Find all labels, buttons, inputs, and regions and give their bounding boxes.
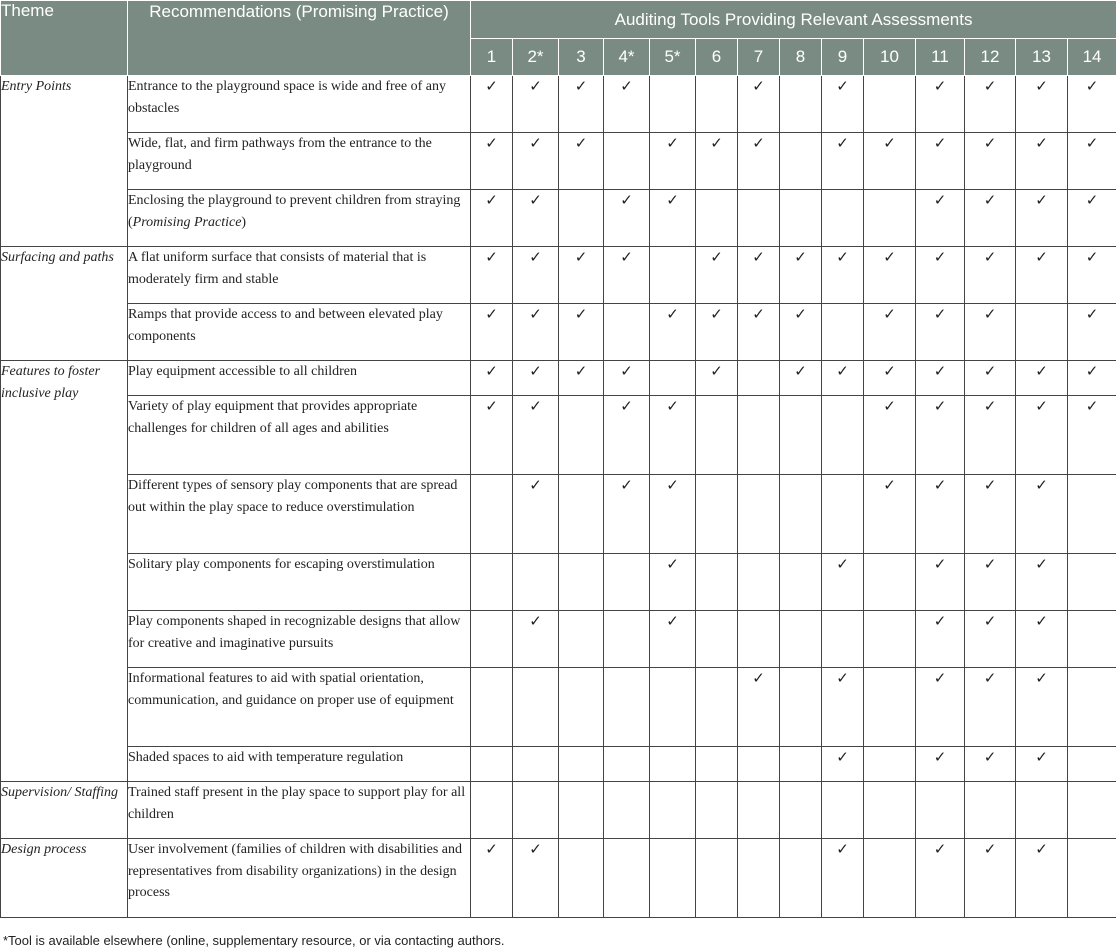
check-mark-cell: ✓ [864, 361, 916, 396]
tool-number-header: 8 [780, 39, 822, 76]
theme-column-header: Theme [1, 1, 128, 76]
check-mark-cell: ✓ [1016, 747, 1068, 782]
theme-cell: Supervision/ Staffing [1, 782, 128, 839]
empty-cell [471, 475, 513, 554]
tool-number-header: 4* [604, 39, 650, 76]
check-mark-cell: ✓ [1068, 190, 1116, 247]
check-mark-cell: ✓ [822, 668, 864, 747]
empty-cell [864, 76, 916, 133]
empty-cell [604, 554, 650, 611]
empty-cell [822, 304, 864, 361]
recommendations-column-header: Recommendations (Promising Practice) [128, 1, 471, 76]
check-mark-cell: ✓ [1068, 396, 1116, 475]
check-mark-cell: ✓ [916, 304, 965, 361]
recommendation-text-end: ) [241, 214, 247, 230]
check-mark-cell: ✓ [1016, 247, 1068, 304]
recommendation-text: Ramps that provide access to and between elevated play components [128, 307, 443, 344]
check-mark-cell: ✓ [780, 247, 822, 304]
empty-cell [471, 747, 513, 782]
check-mark-cell: ✓ [604, 76, 650, 133]
check-mark-cell: ✓ [916, 361, 965, 396]
empty-cell [650, 839, 696, 918]
check-mark-cell: ✓ [471, 396, 513, 475]
empty-cell [559, 782, 604, 839]
empty-cell [780, 839, 822, 918]
check-mark-cell: ✓ [513, 475, 559, 554]
check-mark-cell: ✓ [916, 839, 965, 918]
empty-cell [696, 747, 738, 782]
recommendation-text: Play components shaped in recognizable designs that allow for creative and imaginative pursuits [128, 614, 461, 651]
empty-cell [650, 668, 696, 747]
check-mark-cell: ✓ [822, 361, 864, 396]
check-mark-cell: ✓ [916, 554, 965, 611]
check-mark-cell: ✓ [738, 133, 780, 190]
empty-cell [780, 668, 822, 747]
empty-cell [1068, 475, 1116, 554]
tool-number-header: 10 [864, 39, 916, 76]
empty-cell [604, 611, 650, 668]
check-mark-cell: ✓ [916, 611, 965, 668]
table-row [1, 247, 1116, 304]
empty-cell [471, 668, 513, 747]
empty-cell [864, 668, 916, 747]
check-mark-cell: ✓ [822, 839, 864, 918]
check-mark-cell: ✓ [650, 611, 696, 668]
check-mark-cell: ✓ [822, 133, 864, 190]
empty-cell [696, 475, 738, 554]
table-row [1, 304, 1116, 361]
recommendation-cell [128, 668, 471, 747]
table-row [1, 396, 1116, 475]
recommendation-cell [128, 247, 471, 304]
header-row [1, 1, 1116, 39]
check-mark-cell: ✓ [604, 361, 650, 396]
check-mark-cell: ✓ [916, 247, 965, 304]
empty-cell [696, 782, 738, 839]
empty-cell [604, 133, 650, 190]
theme-cell: Entry Points [1, 76, 128, 247]
check-mark-cell: ✓ [650, 396, 696, 475]
check-mark-cell: ✓ [1016, 475, 1068, 554]
recommendation-text: Entrance to the playground space is wide and free of any obstacles [128, 79, 446, 116]
empty-cell [738, 361, 780, 396]
tool-number-header: 11 [916, 39, 965, 76]
empty-cell [650, 747, 696, 782]
table-row [1, 133, 1116, 190]
check-mark-cell: ✓ [696, 133, 738, 190]
empty-cell [780, 747, 822, 782]
check-mark-cell: ✓ [513, 611, 559, 668]
empty-cell [822, 190, 864, 247]
empty-cell [822, 396, 864, 475]
empty-cell [780, 76, 822, 133]
check-mark-cell: ✓ [738, 247, 780, 304]
check-mark-cell: ✓ [916, 396, 965, 475]
empty-cell [780, 190, 822, 247]
empty-cell [513, 554, 559, 611]
empty-cell [513, 782, 559, 839]
empty-cell [864, 190, 916, 247]
check-mark-cell: ✓ [471, 304, 513, 361]
check-mark-cell: ✓ [916, 668, 965, 747]
empty-cell [864, 747, 916, 782]
check-mark-cell: ✓ [513, 190, 559, 247]
recommendation-cell [128, 133, 471, 190]
empty-cell [650, 361, 696, 396]
check-mark-cell: ✓ [1068, 76, 1116, 133]
empty-cell [559, 475, 604, 554]
check-mark-cell: ✓ [965, 190, 1016, 247]
theme-cell: Surfacing and paths [1, 247, 128, 361]
recommendation-cell [128, 611, 471, 668]
check-mark-cell: ✓ [1016, 133, 1068, 190]
theme-cell: Design process [1, 839, 128, 918]
check-mark-cell: ✓ [965, 611, 1016, 668]
check-mark-cell: ✓ [965, 839, 1016, 918]
check-mark-cell: ✓ [559, 133, 604, 190]
check-mark-cell: ✓ [780, 304, 822, 361]
empty-cell [1068, 554, 1116, 611]
check-mark-cell: ✓ [650, 304, 696, 361]
recommendation-text: Play equipment accessible to all children [128, 364, 357, 379]
check-mark-cell: ✓ [471, 76, 513, 133]
recommendation-cell [128, 475, 471, 554]
footnote: *Tool is available elsewhere (online, supplementary resource, or via contacting authors. [3, 933, 505, 948]
recommendation-italic-text: Promising Practice [132, 214, 242, 230]
empty-cell [559, 839, 604, 918]
check-mark-cell: ✓ [965, 554, 1016, 611]
check-mark-cell: ✓ [1016, 839, 1068, 918]
check-mark-cell: ✓ [864, 247, 916, 304]
empty-cell [559, 554, 604, 611]
empty-cell [696, 668, 738, 747]
recommendation-cell [128, 304, 471, 361]
empty-cell [780, 554, 822, 611]
check-mark-cell: ✓ [1016, 668, 1068, 747]
empty-cell [650, 782, 696, 839]
empty-cell [559, 611, 604, 668]
check-mark-cell: ✓ [1016, 611, 1068, 668]
check-mark-cell: ✓ [513, 839, 559, 918]
check-mark-cell: ✓ [513, 361, 559, 396]
empty-cell [780, 133, 822, 190]
check-mark-cell: ✓ [822, 554, 864, 611]
table-row [1, 554, 1116, 611]
check-mark-cell: ✓ [471, 133, 513, 190]
table-row [1, 611, 1116, 668]
check-mark-cell: ✓ [965, 361, 1016, 396]
tool-number-header: 6 [696, 39, 738, 76]
check-mark-cell: ✓ [1016, 190, 1068, 247]
tool-number-header: 5* [650, 39, 696, 76]
recommendation-cell [128, 747, 471, 782]
check-mark-cell: ✓ [696, 361, 738, 396]
check-mark-cell: ✓ [559, 304, 604, 361]
tool-number-header: 2* [513, 39, 559, 76]
empty-cell [1016, 304, 1068, 361]
empty-cell [822, 782, 864, 839]
check-mark-cell: ✓ [513, 76, 559, 133]
empty-cell [864, 611, 916, 668]
check-mark-cell: ✓ [965, 747, 1016, 782]
empty-cell [1068, 611, 1116, 668]
check-mark-cell: ✓ [1016, 396, 1068, 475]
recommendation-text: Solitary play components for escaping overstimulation [128, 557, 435, 572]
empty-cell [822, 475, 864, 554]
table-row [1, 76, 1116, 133]
check-mark-cell: ✓ [916, 475, 965, 554]
empty-cell [780, 475, 822, 554]
recommendation-cell [128, 361, 471, 396]
empty-cell [738, 475, 780, 554]
empty-cell [965, 782, 1016, 839]
empty-cell [471, 611, 513, 668]
check-mark-cell: ✓ [864, 304, 916, 361]
recommendation-text: Variety of play equipment that provides appropriate challenges for children of all ages and abilities [128, 399, 418, 436]
empty-cell [864, 839, 916, 918]
check-mark-cell: ✓ [1016, 361, 1068, 396]
tool-number-header: 7 [738, 39, 780, 76]
tool-number-header: 3 [559, 39, 604, 76]
check-mark-cell: ✓ [696, 247, 738, 304]
recommendation-text: Trained staff present in the play space to support play for all children [128, 785, 466, 822]
check-mark-cell: ✓ [604, 247, 650, 304]
check-mark-cell: ✓ [1068, 133, 1116, 190]
check-mark-cell: ✓ [738, 304, 780, 361]
recommendation-cell [128, 76, 471, 133]
check-mark-cell: ✓ [822, 76, 864, 133]
check-mark-cell: ✓ [513, 133, 559, 190]
recommendation-cell [128, 554, 471, 611]
check-mark-cell: ✓ [864, 396, 916, 475]
check-mark-cell: ✓ [1016, 76, 1068, 133]
check-mark-cell: ✓ [1016, 554, 1068, 611]
empty-cell [1068, 668, 1116, 747]
check-mark-cell: ✓ [965, 76, 1016, 133]
recommendation-cell [128, 782, 471, 839]
check-mark-cell: ✓ [513, 304, 559, 361]
check-mark-cell: ✓ [780, 361, 822, 396]
empty-cell [559, 747, 604, 782]
table-row [1, 747, 1116, 782]
recommendation-text: Enclosing the playground to prevent children from straying ( [128, 193, 461, 230]
tool-number-header: 14 [1068, 39, 1116, 76]
empty-cell [738, 839, 780, 918]
recommendation-cell [128, 839, 471, 918]
check-mark-cell: ✓ [916, 190, 965, 247]
check-mark-cell: ✓ [559, 361, 604, 396]
recommendation-cell [128, 190, 471, 247]
empty-cell [780, 611, 822, 668]
empty-cell [604, 782, 650, 839]
check-mark-cell: ✓ [1068, 304, 1116, 361]
empty-cell [738, 747, 780, 782]
check-mark-cell: ✓ [822, 247, 864, 304]
check-mark-cell: ✓ [604, 190, 650, 247]
check-mark-cell: ✓ [650, 554, 696, 611]
check-mark-cell: ✓ [604, 475, 650, 554]
check-mark-cell: ✓ [965, 668, 1016, 747]
empty-cell [738, 611, 780, 668]
check-mark-cell: ✓ [1068, 247, 1116, 304]
check-mark-cell: ✓ [471, 361, 513, 396]
check-mark-cell: ✓ [965, 247, 1016, 304]
empty-cell [471, 554, 513, 611]
empty-cell [916, 782, 965, 839]
check-mark-cell: ✓ [650, 475, 696, 554]
tool-number-header: 12 [965, 39, 1016, 76]
empty-cell [864, 782, 916, 839]
empty-cell [696, 554, 738, 611]
tool-number-header: 9 [822, 39, 864, 76]
check-mark-cell: ✓ [738, 76, 780, 133]
check-mark-cell: ✓ [965, 304, 1016, 361]
empty-cell [738, 396, 780, 475]
recommendation-text: User involvement (families of children with disabilities and representatives from disability organizations) in the design process [128, 842, 462, 900]
empty-cell [471, 782, 513, 839]
check-mark-cell: ✓ [696, 304, 738, 361]
check-mark-cell: ✓ [738, 668, 780, 747]
table-row [1, 839, 1116, 918]
check-mark-cell: ✓ [471, 839, 513, 918]
check-mark-cell: ✓ [471, 190, 513, 247]
empty-cell [1068, 839, 1116, 918]
empty-cell [696, 190, 738, 247]
recommendation-text: Wide, flat, and firm pathways from the entrance to the playground [128, 136, 432, 173]
empty-cell [650, 76, 696, 133]
check-mark-cell: ✓ [965, 475, 1016, 554]
tool-number-header: 1 [471, 39, 513, 76]
empty-cell [696, 76, 738, 133]
table-body [1, 76, 1116, 918]
check-mark-cell: ✓ [965, 133, 1016, 190]
table-row [1, 782, 1116, 839]
empty-cell [1068, 782, 1116, 839]
table-row [1, 361, 1116, 396]
empty-cell [559, 190, 604, 247]
check-mark-cell: ✓ [604, 396, 650, 475]
check-mark-cell: ✓ [822, 747, 864, 782]
check-mark-cell: ✓ [650, 133, 696, 190]
empty-cell [780, 782, 822, 839]
empty-cell [1016, 782, 1068, 839]
empty-cell [696, 611, 738, 668]
tool-number-header: 13 [1016, 39, 1068, 76]
empty-cell [738, 782, 780, 839]
empty-cell [559, 668, 604, 747]
empty-cell [696, 396, 738, 475]
empty-cell [513, 668, 559, 747]
auditing-tools-header: Auditing Tools Providing Relevant Assessments [471, 1, 1116, 39]
check-mark-cell: ✓ [916, 133, 965, 190]
check-mark-cell: ✓ [513, 247, 559, 304]
empty-cell [604, 839, 650, 918]
table-row [1, 190, 1116, 247]
empty-cell [604, 747, 650, 782]
check-mark-cell: ✓ [1068, 361, 1116, 396]
table-row [1, 475, 1116, 554]
empty-cell [696, 839, 738, 918]
empty-cell [650, 247, 696, 304]
empty-cell [513, 747, 559, 782]
check-mark-cell: ✓ [864, 475, 916, 554]
recommendation-text: A flat uniform surface that consists of material that is moderately firm and stable [128, 250, 427, 287]
check-mark-cell: ✓ [513, 396, 559, 475]
recommendation-text: Informational features to aid with spatial orientation, communication, and guidance on proper use of equipment [128, 671, 454, 708]
empty-cell [738, 554, 780, 611]
recommendation-text: Shaded spaces to aid with temperature regulation [128, 750, 404, 765]
empty-cell [1068, 747, 1116, 782]
recommendation-cell [128, 396, 471, 475]
theme-cell: Features to foster inclusive play [1, 361, 128, 782]
empty-cell [864, 554, 916, 611]
check-mark-cell: ✓ [650, 190, 696, 247]
empty-cell [559, 396, 604, 475]
table-row [1, 668, 1116, 747]
empty-cell [604, 668, 650, 747]
recommendation-text: Different types of sensory play components that are spread out within the play space to reduce overstimulation [128, 478, 458, 515]
empty-cell [604, 304, 650, 361]
check-mark-cell: ✓ [559, 76, 604, 133]
check-mark-cell: ✓ [916, 747, 965, 782]
check-mark-cell: ✓ [916, 76, 965, 133]
check-mark-cell: ✓ [864, 133, 916, 190]
empty-cell [822, 611, 864, 668]
empty-cell [738, 190, 780, 247]
empty-cell [780, 396, 822, 475]
check-mark-cell: ✓ [559, 247, 604, 304]
check-mark-cell: ✓ [471, 247, 513, 304]
check-mark-cell: ✓ [965, 396, 1016, 475]
